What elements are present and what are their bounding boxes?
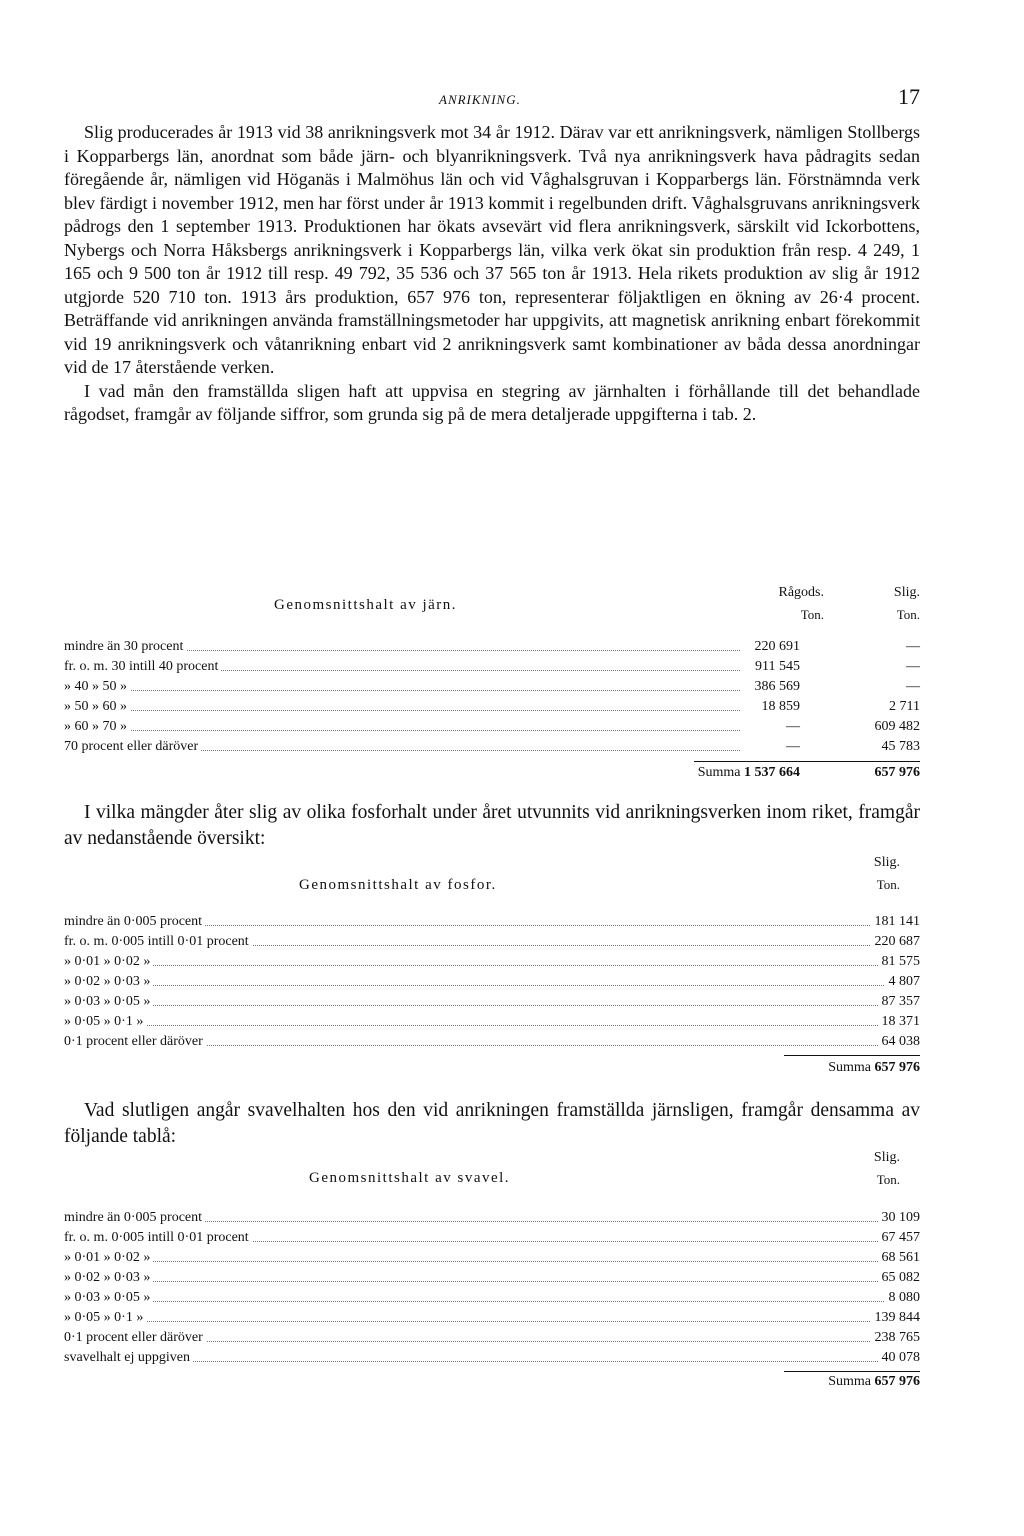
page-number: 17 — [898, 84, 920, 109]
row-label: 0·1 procent eller däröver — [64, 1328, 206, 1348]
value-slig: 181 141 — [871, 912, 921, 932]
value-slig: 30 109 — [878, 1208, 921, 1228]
table-iron-content — [64, 585, 920, 785]
value-slig: 609 482 — [871, 717, 921, 737]
table-row — [64, 1288, 920, 1308]
table-row — [64, 657, 920, 677]
table-row — [64, 1308, 920, 1328]
value-slig: 68 561 — [878, 1248, 921, 1268]
value-slig: — — [902, 637, 920, 657]
sum-row — [828, 1374, 920, 1390]
value-slig: 238 765 — [871, 1328, 921, 1348]
value-slig: 45 783 — [878, 737, 921, 757]
table-row — [64, 1208, 920, 1228]
row-label: » 0·05 » 0·1 » — [64, 1012, 146, 1032]
row-label: » 0·01 » 0·02 » — [64, 1248, 153, 1268]
row-label: 0·1 procent eller däröver — [64, 1032, 206, 1052]
value-slig: 4 807 — [885, 972, 921, 992]
row-label: » 50 » 60 » — [64, 697, 130, 717]
value-slig: 2 711 — [885, 697, 920, 717]
sum-slig-value: 657 976 — [874, 1374, 920, 1389]
value-slig: 139 844 — [871, 1308, 921, 1328]
paragraph: I vad mån den framställda sligen haft att uppvisa en stegring av järnhalten i förhållande till det behandlade rågodset, framgår av följande siffror, som grunda sig på de mera detaljerade uppgifterna i tab. 2. — [64, 380, 920, 424]
table-row — [64, 637, 920, 657]
row-label: fr. o. m. 30 intill 40 procent — [64, 657, 221, 677]
table-phosphorus-content — [64, 855, 920, 1085]
paragraph: I vilka mängder åter slig av olika fosforhalt under året utvunnits vid anrikningsverken inom riket, framgår av nedanstående översikt: — [64, 802, 920, 849]
body-text — [64, 121, 920, 427]
page-header — [64, 84, 920, 114]
value-ragods: 18 859 — [758, 697, 801, 717]
column-header-label: Slig. — [873, 1150, 900, 1165]
table-caption: Genomsnittshalt av svavel. — [309, 1170, 511, 1186]
column-unit: Ton. — [896, 607, 920, 622]
table-row — [64, 677, 920, 697]
row-label: » 0·05 » 0·1 » — [64, 1308, 146, 1328]
sum-slig-value: 657 976 — [874, 765, 920, 780]
value-slig: — — [902, 677, 920, 697]
row-label: » 0·02 » 0·03 » — [64, 972, 153, 992]
table-row — [64, 972, 920, 992]
table-caption: Genomsnittshalt av järn. — [274, 597, 458, 613]
value-ragods: 386 569 — [751, 677, 801, 697]
value-slig: 18 371 — [878, 1012, 921, 1032]
table-row — [64, 1012, 920, 1032]
sum-slig-value: 657 976 — [874, 1060, 920, 1075]
table-row — [64, 737, 920, 757]
sum-rule — [784, 1055, 920, 1056]
row-label: fr. o. m. 0·005 intill 0·01 procent — [64, 932, 252, 952]
value-slig: 65 082 — [878, 1268, 921, 1288]
value-slig: 220 687 — [871, 932, 921, 952]
table-row — [64, 1248, 920, 1268]
row-label: svavelhalt ej uppgiven — [64, 1348, 193, 1368]
sum-rule — [694, 761, 920, 762]
row-label: mindre än 0·005 procent — [64, 1208, 205, 1228]
table-row — [64, 1228, 920, 1248]
table-caption: Genomsnittshalt av fosfor. — [299, 877, 497, 893]
row-label: 70 procent eller däröver — [64, 737, 201, 757]
row-label: mindre än 0·005 procent — [64, 912, 205, 932]
value-slig: 87 357 — [878, 992, 921, 1012]
value-slig: 64 038 — [878, 1032, 921, 1052]
column-header-slig — [804, 585, 920, 623]
column-header-slig — [840, 855, 900, 893]
sum-rule — [784, 1371, 920, 1372]
sulfur-intro — [64, 1098, 920, 1150]
running-title: ANRIKNING. — [439, 92, 521, 107]
paragraph: Slig producerades år 1913 vid 38 anrikningsverk mot 34 år 1912. Därav var ett anrikningsverk, nämligen Stollbergs i Kopparbergs län, anordnat som både järn- och blyanrikningsverk. Två nya anrikningsverk hava pådragits sedan föregående år, nämligen vid Höganäs i Malmöhus län och vid Våghalsgruvan i Kopparbergs län. Förstnämnda verk blev färdigt i november 1912, men har först under år 1913 kommit i regelbunden drift. Våghalsgruvans anrikningsverk pådrogs den 1 september 1913. Produktionen har ökats avsevärt vid flera anrikningsverk, särskilt vid Ickorbottens, Nybergs och Norra Håksbergs anrikningsverk i Kopparbergs län, vilka verk ökat sin produktion från resp. 4 249, 1 165 och 9 500 ton år 1912 till resp. 49 792, 35 536 och 37 565 ton år 1913. Hela rikets produktion av slig år 1912 utgjorde 520 710 ton. 1913 års produktion, 657 976 ton, representerar följaktligen en ökning av 26·4 procent. Beträffande vid anrikningen använda framställningsmetoder har uppgivits, att magnetisk anrikning enbart förekommit vid 19 anrikningsverk och våtanrikning enbart vid 2 anrikningsverk samt kombinationer av båda dessa anordningar vid de 17 återstående verken. — [64, 122, 920, 377]
row-label: » 0·01 » 0·02 » — [64, 952, 153, 972]
table-row — [64, 992, 920, 1012]
row-label: » 60 » 70 » — [64, 717, 130, 737]
table-sulfur-content — [64, 1150, 920, 1390]
value-slig: 40 078 — [878, 1348, 921, 1368]
phosphorus-intro — [64, 800, 920, 852]
sum-ragods: 1 537 664 — [744, 765, 800, 780]
table-row — [64, 697, 920, 717]
table-row — [64, 1328, 920, 1348]
row-label: » 0·03 » 0·05 » — [64, 1288, 153, 1308]
sum-label: Summa — [697, 765, 741, 780]
row-label: fr. o. m. 0·005 intill 0·01 procent — [64, 1228, 252, 1248]
column-unit: Ton. — [876, 877, 900, 892]
column-header-slig — [840, 1150, 900, 1188]
row-label: mindre än 30 procent — [64, 637, 186, 657]
row-label: » 0·03 » 0·05 » — [64, 992, 153, 1012]
value-slig: 67 457 — [878, 1228, 921, 1248]
row-label: » 0·02 » 0·03 » — [64, 1268, 153, 1288]
table-row — [64, 912, 920, 932]
value-ragods: 911 545 — [751, 657, 800, 677]
value-slig: 8 080 — [885, 1288, 921, 1308]
sum-row — [698, 765, 800, 781]
sum-label: Summa — [828, 1060, 871, 1075]
table-row — [64, 952, 920, 972]
value-slig: 81 575 — [878, 952, 921, 972]
value-ragods: — — [782, 717, 800, 737]
column-header-label: Slig. — [893, 585, 920, 600]
sum-row — [828, 1060, 920, 1076]
row-label: » 40 » 50 » — [64, 677, 130, 697]
table-row — [64, 1348, 920, 1368]
table-row — [64, 1268, 920, 1288]
value-ragods: 220 691 — [751, 637, 801, 657]
column-unit: Ton. — [800, 607, 824, 622]
paragraph: Vad slutligen angår svavelhalten hos den vid anrikningen framställda järnsligen, framgår densamma av följande tablå: — [64, 1100, 920, 1147]
sum-slig — [875, 765, 921, 781]
column-unit: Ton. — [876, 1172, 900, 1187]
value-ragods: — — [782, 737, 800, 757]
column-header-label: Rågods. — [778, 585, 824, 600]
table-row — [64, 932, 920, 952]
table-row — [64, 717, 920, 737]
value-slig: — — [902, 657, 920, 677]
column-header-label: Slig. — [873, 855, 900, 870]
table-row — [64, 1032, 920, 1052]
sum-label: Summa — [828, 1374, 871, 1389]
